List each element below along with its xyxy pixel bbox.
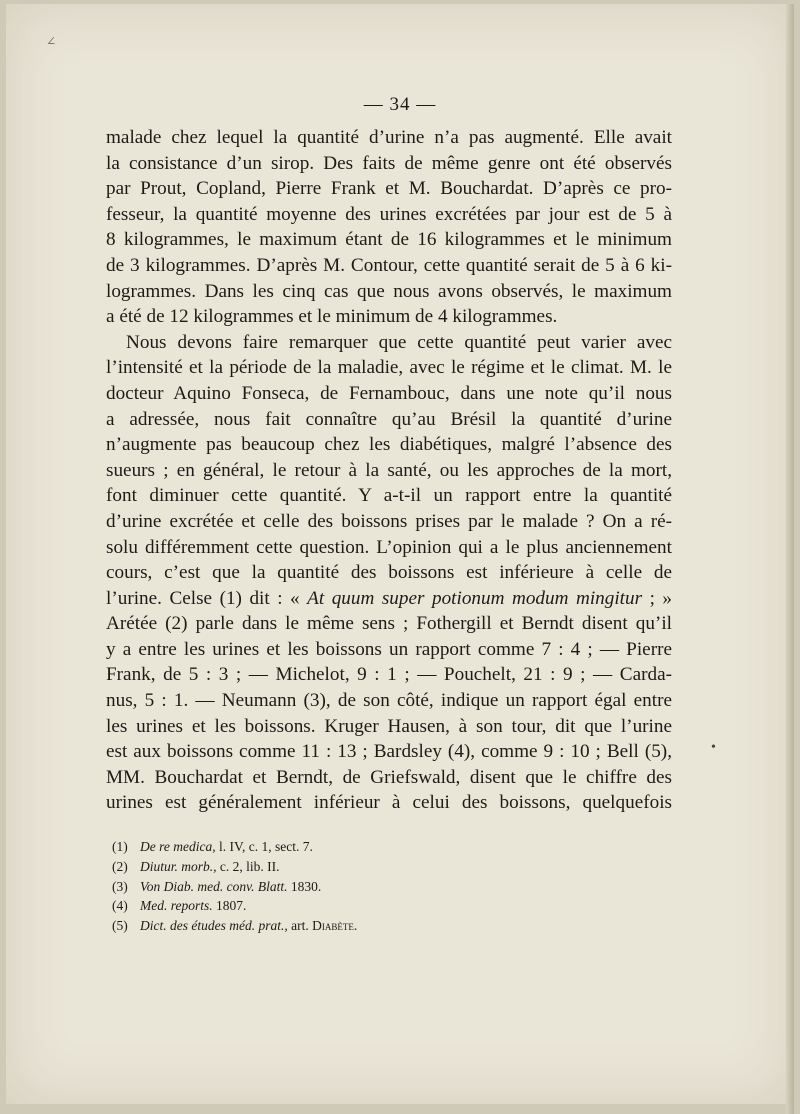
footnote-number: (2) bbox=[112, 858, 128, 874]
footnote-title: Von Diab. med. conv. Blatt. bbox=[140, 878, 288, 894]
footnote-ref: 1807. bbox=[212, 898, 247, 914]
footnote-ref: 1830. bbox=[287, 878, 322, 894]
paragraph-2 bbox=[106, 330, 672, 816]
text-line: urines est généralement inférieur à celui des boissons, quelquefois bbox=[106, 792, 672, 814]
text-line: l’intensité et la période de la maladie, avec le régime et le climat. M. le bbox=[106, 357, 672, 379]
footnote-title: Med. reports. bbox=[140, 898, 213, 914]
text-line: font diminuer cette quantité. Y a-t-il un rapport entre la quantité bbox=[106, 485, 672, 507]
footnote-title: De re medica, bbox=[140, 839, 216, 854]
text-line: nus, 5 : 1. — Neumann (3), de son côté, indique un rapport égal entre bbox=[106, 690, 672, 712]
footnote-title: Diutur. morb., bbox=[140, 858, 217, 874]
text-line: docteur Aquino Fonseca, de Fernambouc, dans une note qu’il nous bbox=[106, 382, 672, 404]
text-line: malade chez lequel la quantité d’urine n’a pas augmenté. Elle avait bbox=[106, 127, 672, 148]
footnote-title: Dict. des études méd. prat., bbox=[140, 918, 288, 934]
text-line: MM. Bouchardat et Berndt, de Griefswald, disent que le chiffre des bbox=[106, 766, 672, 788]
text-line: n’augmente pas beaucoup chez les diabétiques, malgré l’absence des bbox=[106, 434, 672, 456]
text-line: Frank, de 5 : 3 ; — Michelot, 9 : 1 ; — Pouchelt, 21 : 9 ; — Carda- bbox=[106, 664, 672, 686]
corner-pencil-mark: ∠ bbox=[46, 34, 57, 48]
celse-quote-line bbox=[106, 586, 672, 612]
text-line: par Prout, Copland, Pierre Frank et M. Bouchardat. D’après ce pro- bbox=[106, 178, 672, 200]
text-line: fesseur, la quantité moyenne des urines excrétées par jour est de 5 à bbox=[106, 203, 672, 225]
footnote-number: (3) bbox=[112, 878, 128, 894]
text-line: solu différemment cette question. L’opinion qui a le plus anciennement bbox=[106, 536, 672, 558]
text-line: 8 kilogrammes, le maximum étant de 16 kilogrammes et le minimum bbox=[106, 229, 672, 251]
stray-ink-mark: • bbox=[711, 740, 716, 755]
celse-line-after: ; » bbox=[642, 587, 672, 609]
text-line: Nous devons faire remarquer que cette quantité peut varier avec bbox=[126, 331, 672, 353]
text-line: la consistance d’un sirop. Des faits de même genre ont été observés bbox=[106, 152, 672, 174]
paragraph-1 bbox=[106, 125, 672, 330]
celse-line-before: l’urine. Celse (1) dit : « bbox=[106, 587, 308, 609]
footnote-number: (1) bbox=[112, 839, 128, 854]
page-number: — 34 — bbox=[363, 94, 437, 115]
text-line: Arétée (2) parle dans le même sens ; Fothergill et Berndt disent qu’il bbox=[106, 613, 672, 635]
footnote-2 bbox=[112, 857, 612, 877]
text-line: d’urine excrétée et celle des boissons prises par le malade ? On a ré- bbox=[106, 510, 672, 532]
footnote-number: (4) bbox=[112, 898, 128, 914]
footnote-5 bbox=[112, 916, 612, 936]
text-line: a été de 12 kilogrammes et le minimum de 4 kilogrammes. bbox=[106, 306, 558, 328]
footnotes bbox=[112, 837, 612, 936]
text-line: a adressée, nous fait connaître qu’au Brésil la quantité d’urine bbox=[106, 408, 672, 430]
text-line: cours, c’est que la quantité des boissons est inférieure à celle de bbox=[106, 562, 672, 584]
footnote-ref: l. IV, c. 1, sect. 7. bbox=[215, 839, 313, 854]
footnote-ref: c. 2, lib. II. bbox=[216, 858, 280, 874]
text-line: sueurs ; en général, le retour à la santé, ou les approches de la mort, bbox=[106, 459, 672, 481]
page-edge bbox=[786, 4, 794, 1114]
book-page bbox=[6, 4, 794, 1104]
footnote-1 bbox=[112, 837, 612, 857]
main-text bbox=[106, 125, 672, 816]
text-line: y a entre les urines et les boissons un rapport comme 7 : 4 ; — Pierre bbox=[106, 638, 672, 660]
footnote-4 bbox=[112, 896, 612, 916]
text-line: est aux boissons comme 11 : 13 ; Bardsley (4), comme 9 : 10 ; Bell (5), bbox=[106, 741, 672, 763]
footnote-smallcaps: Diabète. bbox=[312, 918, 358, 934]
footnote-3 bbox=[112, 877, 612, 897]
latin-quote: At quum super potionum modum mingitur bbox=[307, 587, 643, 609]
text-line: logrammes. Dans les cinq cas que nous avons observés, le maximum bbox=[106, 280, 672, 302]
text-line: de 3 kilogrammes. D’après M. Contour, cette quantité serait de 5 à 6 ki- bbox=[106, 254, 672, 276]
text-line: les urines et les boissons. Kruger Hausen, à son tour, dit que l’urine bbox=[106, 715, 672, 737]
footnote-number: (5) bbox=[112, 918, 128, 934]
footnote-ref: art. bbox=[287, 918, 313, 934]
